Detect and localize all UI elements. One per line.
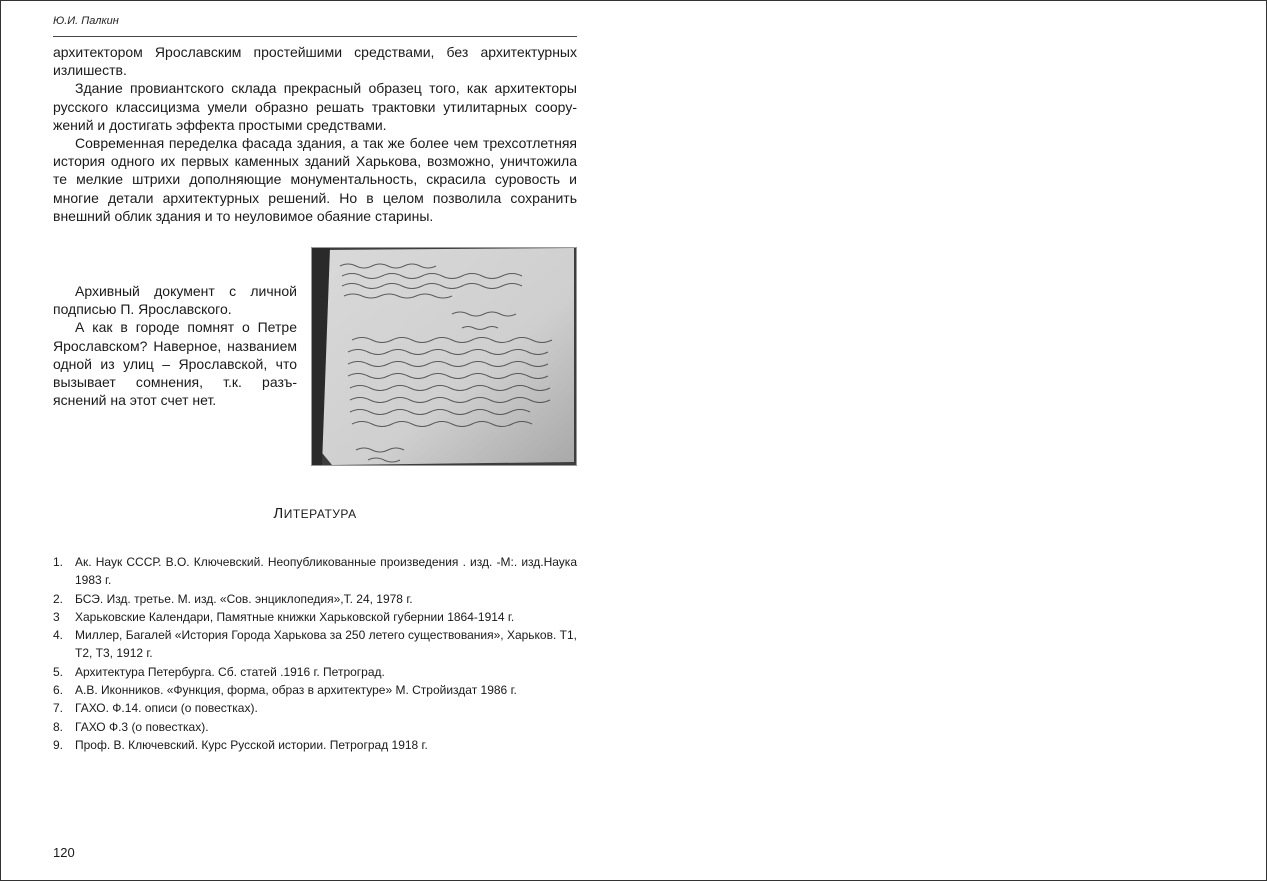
- reference-item: [53, 590, 577, 608]
- reference-item: [53, 699, 577, 717]
- reference-item: [53, 626, 577, 663]
- paragraph: архитектором Ярославским простейшими средствами, без архитектурных излишеств.: [53, 44, 577, 79]
- reference-item: [53, 736, 577, 754]
- reference-item: [53, 608, 577, 626]
- reference-list: [53, 553, 577, 754]
- reference-number: 2.: [53, 591, 64, 606]
- reference-number: 5.: [53, 664, 64, 679]
- photo-caption: Архивный документ с личной подписью П. Ярославского.: [53, 283, 297, 318]
- reference-text: Проф. В. Ключевский. Курс Русской истории. Петроград 1918 г.: [75, 737, 428, 752]
- archival-document-photo: [311, 247, 577, 466]
- reference-item: [53, 681, 577, 699]
- header-rule: [53, 36, 577, 37]
- main-text: [53, 43, 577, 225]
- document-image: [312, 248, 576, 465]
- reference-item: [53, 553, 577, 590]
- reference-number: 3: [53, 609, 60, 624]
- reference-text: А.В. Иконников. «Функция, форма, образ в архитектуре» М. Стройиздат 1986 г.: [75, 683, 517, 698]
- reference-number: 8.: [53, 719, 64, 734]
- reference-text: Харьковские Календари, Памятные книжки Харьковской губернии 1864-1914 г.: [75, 609, 515, 624]
- running-head: Ю.И. Палкин: [53, 15, 119, 27]
- page-number: 120: [53, 845, 75, 860]
- reference-item: [53, 718, 577, 736]
- paragraph: Здание провиантского склада прекрасный образец того, как архитекторы русского классицизма умели образно решать трактовки утилитарных сооружений и достигать эффекта простыми средствами.: [53, 80, 577, 133]
- reference-number: 9.: [53, 737, 64, 752]
- reference-number: 7.: [53, 701, 64, 716]
- reference-text: ГАХО. Ф.14. описи (о повестках).: [75, 701, 258, 716]
- reference-text: Миллер, Багалей «История Города Харькова за 250 летего существования», Харьков. Т1, Т2, Т3, 1912 г.: [75, 628, 577, 661]
- reference-text: ГАХО Ф.3 (о повестках).: [75, 719, 209, 734]
- reference-text: Ак. Наук СССР. В.О. Ключевский. Неопубликованные произведения . изд. -М:. изд.Наука 1983 г.: [75, 555, 577, 588]
- reference-number: 6.: [53, 683, 64, 698]
- reference-text: БСЭ. Изд. третье. М. изд. «Сов. энциклопедия»,Т. 24, 1978 г.: [75, 591, 413, 606]
- reference-item: [53, 663, 577, 681]
- paragraph: Современная переделка фасада здания, а так же более чем трехсотлетняя история одного их первых каменных зданий Харькова, возможно, уничтожила те мелкие штрихи дополняющие монументальность, скрасила суровость и многие детали архитектурных решений. Но в целом позволила сохранить внешний облик здания и то неуловимое обаяние старины.: [53, 135, 577, 224]
- heading-initial: Л: [273, 505, 284, 522]
- reference-number: 1.: [53, 555, 64, 569]
- reference-text: Архитектура Петербурга. Сб. статей .1916 г. Петроград.: [75, 664, 385, 679]
- paragraph: А как в городе помнят о Петре Ярославском? Наверное, названием одной из улиц – Ярославской, что вызывает сомнения, т.к. разъяснений на этот счет нет.: [53, 319, 297, 409]
- reference-number: 4.: [53, 628, 64, 643]
- heading-rest: ИТЕРАТУРА: [283, 507, 357, 521]
- literature-heading: [53, 505, 577, 522]
- sidebar-text: [53, 282, 297, 409]
